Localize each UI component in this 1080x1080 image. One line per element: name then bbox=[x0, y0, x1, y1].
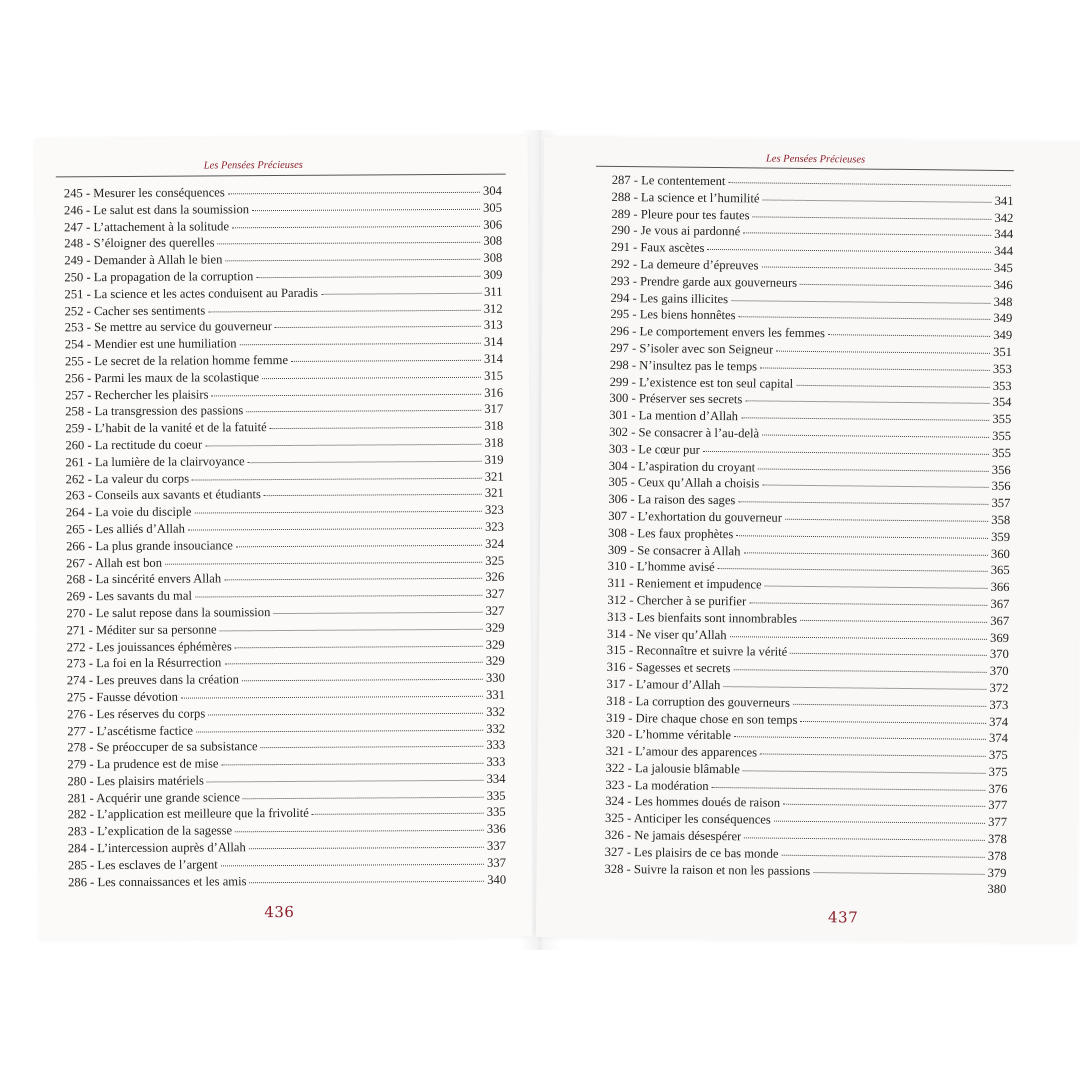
entry-title: 322 - La jalousie blâmable bbox=[605, 760, 740, 777]
entry-page-number: 335 bbox=[486, 805, 506, 820]
dot-leader bbox=[800, 283, 991, 287]
entry-page-number: 334 bbox=[486, 771, 506, 786]
entry-page-number: 369 bbox=[990, 630, 1010, 645]
entry-page-number: 356 bbox=[991, 479, 1011, 494]
entry-page-number: 372 bbox=[989, 680, 1009, 695]
entry-page-number: 326 bbox=[485, 569, 505, 585]
entry-page-number: 375 bbox=[988, 747, 1008, 763]
entry-title: 258 - La transgression des passions bbox=[65, 403, 244, 419]
entry-title: 286 - Les connaissances et les amis bbox=[68, 873, 247, 889]
entry-title: 252 - Cacher ses sentiments bbox=[64, 303, 206, 318]
entry-page-number: 378 bbox=[987, 831, 1007, 847]
entry-page-number: 329 bbox=[485, 653, 505, 669]
dot-leader bbox=[165, 560, 482, 564]
entry-title: 270 - Le salut repose dans la soumission bbox=[66, 605, 271, 621]
dot-leader bbox=[762, 484, 988, 488]
dot-leader bbox=[248, 460, 482, 463]
entry-title: 323 - La modération bbox=[605, 777, 709, 793]
entry-title: 303 - Le cœur pur bbox=[608, 441, 700, 457]
dot-leader bbox=[718, 567, 988, 572]
dot-leader bbox=[743, 769, 986, 774]
entry-page-number: 365 bbox=[990, 563, 1010, 578]
entry-page-number: 329 bbox=[485, 637, 505, 652]
entry-page-number: 336 bbox=[486, 821, 506, 837]
entry-title: 297 - S’isoler avec son Seigneur bbox=[609, 340, 774, 357]
entry-page-number: 376 bbox=[988, 781, 1008, 796]
entry-page-number: 375 bbox=[988, 764, 1008, 779]
dot-leader bbox=[743, 551, 988, 556]
entry-page-number: 331 bbox=[486, 687, 506, 702]
entry-title: 268 - La sincérité envers Allah bbox=[66, 571, 222, 587]
entry-title: 277 - L’ascétisme factice bbox=[67, 723, 193, 738]
dot-leader bbox=[232, 224, 480, 228]
dot-leader bbox=[256, 275, 480, 278]
dot-leader bbox=[761, 265, 991, 269]
dot-leader bbox=[208, 711, 483, 715]
dot-leader bbox=[813, 871, 984, 875]
entry-title: 251 - La science et les actes conduisent au Paradis bbox=[64, 285, 319, 302]
dot-leader bbox=[212, 392, 482, 396]
dot-leader bbox=[712, 786, 986, 791]
entry-title: 281 - Acquérir une grande science bbox=[67, 789, 241, 806]
entry-title: 249 - Demander à Allah le bien bbox=[64, 252, 223, 268]
entry-page-number: 355 bbox=[992, 412, 1012, 427]
entry-title: 318 - La corruption des gouverneurs bbox=[606, 693, 790, 710]
entry-title: 304 - L’aspiration du croyant bbox=[608, 458, 756, 474]
dot-leader bbox=[728, 181, 1010, 186]
entry-title: 257 - Rechercher les plaisirs bbox=[65, 387, 209, 402]
entry-page-number: 308 bbox=[483, 250, 503, 265]
table-of-contents bbox=[604, 172, 1014, 898]
entry-page-number: 313 bbox=[483, 318, 503, 333]
entry-title: 254 - Mendier est une humiliation bbox=[64, 336, 237, 352]
entry-title: 248 - S’éloigner des querelles bbox=[64, 235, 215, 251]
dot-leader bbox=[753, 215, 992, 220]
dot-leader bbox=[205, 443, 481, 447]
entry-title: 328 - Suivre la raison et non les passions bbox=[604, 861, 811, 878]
entry-title: 320 - L’homme véritable bbox=[605, 727, 732, 743]
dot-leader bbox=[741, 416, 989, 421]
dot-leader bbox=[291, 359, 481, 362]
dot-leader bbox=[261, 745, 484, 748]
dot-leader bbox=[774, 820, 985, 824]
entry-page-number: 353 bbox=[992, 378, 1012, 393]
entry-page-number: 355 bbox=[991, 445, 1011, 460]
entry-page-number: 335 bbox=[486, 788, 506, 803]
entry-title: 279 - La prudence est de mise bbox=[67, 756, 219, 772]
entry-title: 327 - Les plaisirs de ce bas monde bbox=[604, 844, 779, 861]
left-page bbox=[36, 137, 533, 940]
entry-title: 265 - Les alliés d’Allah bbox=[65, 521, 185, 537]
entry-page-number: 332 bbox=[486, 704, 506, 719]
entry-page-number: 315 bbox=[484, 368, 504, 383]
entry-title: 305 - Ceux qu’Allah a choisis bbox=[608, 475, 760, 491]
dot-leader bbox=[744, 836, 985, 841]
entry-title: 264 - La voie du disciple bbox=[65, 504, 192, 520]
entry-page-number: 358 bbox=[991, 512, 1011, 528]
entry-page-number: 337 bbox=[486, 838, 506, 853]
entry-title: 298 - N’insultez pas le temps bbox=[609, 357, 758, 374]
dot-leader bbox=[758, 467, 989, 471]
entry-page-number: 373 bbox=[989, 697, 1009, 712]
entry-page-number: 367 bbox=[990, 613, 1010, 628]
entry-page-number: 357 bbox=[991, 496, 1011, 511]
entry-title: 314 - Ne viser qu’Allah bbox=[606, 626, 727, 642]
entry-page-number: 318 bbox=[484, 418, 504, 433]
entry-page-number: 323 bbox=[484, 502, 504, 517]
dot-leader bbox=[195, 594, 483, 598]
dot-leader bbox=[730, 635, 987, 640]
dot-leader bbox=[240, 342, 481, 345]
entry-page-number: 314 bbox=[483, 334, 503, 349]
entry-title: 288 - La science et l’humilité bbox=[611, 189, 760, 206]
entry-title: 255 - Le secret de la relation homme femme bbox=[64, 352, 289, 369]
entry-page-number: 355 bbox=[992, 428, 1012, 444]
entry-page-number: 342 bbox=[994, 210, 1014, 225]
dot-leader bbox=[762, 433, 989, 437]
entry-page-number: 316 bbox=[484, 385, 504, 400]
entry-page-number: 378 bbox=[987, 848, 1007, 863]
dot-leader bbox=[236, 544, 482, 548]
entry-title: 325 - Anticiper les conséquences bbox=[605, 811, 771, 827]
entry-page-number: 317 bbox=[484, 402, 504, 417]
header-rule bbox=[596, 166, 1014, 171]
running-head: Les Pensées Précieuses bbox=[203, 159, 303, 172]
dot-leader bbox=[275, 325, 481, 328]
entry-title: 278 - Se préoccuper de sa subsistance bbox=[67, 739, 258, 755]
entry-title: 256 - Parmi les maux de la scolastique bbox=[64, 369, 260, 386]
entry-title: 245 - Mesurer les conséquences bbox=[63, 185, 225, 201]
entry-page-number: 324 bbox=[485, 536, 505, 551]
dot-leader bbox=[703, 450, 989, 455]
dot-leader bbox=[242, 678, 483, 681]
right-page bbox=[536, 137, 1080, 943]
dot-leader bbox=[785, 518, 988, 522]
entry-page-number: 330 bbox=[485, 670, 505, 685]
dot-leader bbox=[736, 534, 988, 539]
entry-page-number: 345 bbox=[993, 260, 1013, 276]
entry-page-number: 340 bbox=[487, 872, 507, 887]
dot-leader bbox=[220, 628, 483, 632]
entry-title: 315 - Reconnaître et suivre la vérité bbox=[606, 643, 788, 660]
dot-leader bbox=[800, 619, 987, 623]
entry-page-number: 377 bbox=[988, 798, 1008, 813]
entry-title: 259 - L’habit de la vanité et de la fatuité bbox=[65, 420, 267, 436]
entry-page-number: 341 bbox=[994, 193, 1014, 208]
entry-title: 299 - L’existence est ton seul capital bbox=[609, 374, 794, 391]
entry-title: 321 - L’amour des apparences bbox=[605, 743, 758, 760]
dot-leader bbox=[221, 863, 484, 867]
dot-leader bbox=[760, 366, 990, 370]
entry-page-number: 305 bbox=[483, 200, 503, 215]
entry-page-number: 344 bbox=[994, 244, 1014, 259]
entry-page-number: 379 bbox=[987, 865, 1007, 880]
entry-title: 250 - La propagation de la corruption bbox=[64, 269, 254, 285]
entry-title: 273 - La foi en la Résurrection bbox=[66, 655, 222, 671]
dot-leader bbox=[224, 577, 482, 581]
dot-leader bbox=[745, 400, 989, 405]
entry-page-number: 312 bbox=[483, 301, 503, 316]
entry-title: 290 - Je vous ai pardonné bbox=[611, 223, 741, 239]
entry-title: 266 - La plus grande insouciance bbox=[66, 538, 233, 554]
dot-leader bbox=[607, 886, 984, 891]
dot-leader bbox=[783, 803, 985, 807]
entry-page-number: 346 bbox=[993, 277, 1013, 292]
entry-page-number: 359 bbox=[991, 529, 1011, 544]
entry-title: 247 - L’attachement à la solitude bbox=[64, 218, 230, 234]
entry-page-number: 337 bbox=[487, 855, 507, 870]
dot-leader bbox=[252, 208, 480, 211]
dot-leader bbox=[800, 719, 986, 723]
entry-page-number: 327 bbox=[485, 586, 505, 601]
entry-page-number: 351 bbox=[993, 344, 1013, 360]
dot-leader bbox=[765, 585, 988, 589]
dot-leader bbox=[218, 241, 481, 245]
entry-title: 324 - Les hommes doués de raison bbox=[605, 794, 781, 811]
entry-title: 306 - La raison des sages bbox=[608, 492, 736, 508]
dot-leader bbox=[733, 668, 986, 673]
entry-title: 267 - Allah est bon bbox=[66, 555, 163, 570]
dot-leader bbox=[731, 299, 991, 304]
entry-page-number: 321 bbox=[484, 486, 504, 501]
dot-leader bbox=[743, 232, 991, 237]
dot-leader bbox=[776, 350, 990, 354]
entry-title: 269 - Les savants du mal bbox=[66, 588, 192, 604]
entry-page-number: 308 bbox=[483, 234, 503, 249]
entry-page-number: 333 bbox=[486, 737, 506, 753]
entry-page-number: 314 bbox=[483, 351, 503, 366]
entry-title: 319 - Dire chaque chose en son temps bbox=[606, 710, 798, 727]
entry-title: 280 - Les plaisirs matériels bbox=[67, 773, 204, 789]
dot-leader bbox=[249, 846, 484, 849]
entry-page-number: 318 bbox=[484, 435, 504, 450]
entry-page-number: 349 bbox=[993, 328, 1013, 343]
dot-leader bbox=[225, 258, 480, 262]
entry-title: 285 - Les esclaves de l’argent bbox=[67, 857, 218, 873]
dot-leader bbox=[181, 695, 483, 699]
entry-page-number: 367 bbox=[990, 596, 1010, 612]
entry-page-number: 329 bbox=[485, 620, 505, 635]
entry-title: 283 - L’explication de la sagesse bbox=[67, 823, 233, 839]
entry-page-number: 356 bbox=[991, 462, 1011, 477]
entry-title: 313 - Les bienfaits sont innombrables bbox=[607, 609, 798, 626]
entry-title: 301 - La mention d’Allah bbox=[609, 408, 739, 424]
entry-title: 307 - L’exhortation du gouverneur bbox=[608, 508, 783, 525]
entry-title: 309 - Se consacrer à Allah bbox=[607, 542, 741, 558]
dot-leader bbox=[228, 191, 480, 195]
dot-leader bbox=[221, 762, 483, 766]
dot-leader bbox=[738, 500, 988, 505]
dot-leader bbox=[235, 644, 483, 648]
entry-title: 287 - Le contentement bbox=[611, 172, 726, 189]
entry-title: 293 - Prendre garde aux gouverneurs bbox=[610, 273, 798, 290]
entry-page-number: 370 bbox=[989, 647, 1009, 662]
entry-title: 289 - Pleure pour tes fautes bbox=[611, 206, 750, 222]
dot-leader bbox=[194, 510, 482, 514]
dot-leader bbox=[196, 728, 483, 732]
entry-page-number: 327 bbox=[485, 603, 505, 618]
page-number: 437 bbox=[827, 908, 859, 927]
entry-title: 284 - L’intercession auprès d’Allah bbox=[67, 840, 246, 856]
entry-title: 317 - L’amour d’Allah bbox=[606, 676, 721, 692]
dot-leader bbox=[270, 426, 482, 429]
dot-leader bbox=[762, 198, 991, 202]
entry-page-number: 366 bbox=[990, 580, 1010, 595]
entry-page-number: 319 bbox=[484, 452, 504, 467]
entry-title: 272 - Les jouissances éphémères bbox=[66, 638, 232, 654]
entry-page-number: 353 bbox=[992, 361, 1012, 376]
entry-page-number: 374 bbox=[989, 714, 1009, 729]
dot-leader bbox=[192, 476, 482, 480]
entry-page-number: 344 bbox=[994, 227, 1014, 242]
dot-leader bbox=[243, 795, 484, 798]
entry-page-number: 374 bbox=[988, 731, 1009, 746]
dot-leader bbox=[782, 854, 985, 858]
entry-page-number: 332 bbox=[486, 721, 506, 736]
entry-page-number: 370 bbox=[989, 663, 1009, 679]
dot-leader bbox=[828, 333, 990, 337]
entry-title: 308 - Les faux prophètes bbox=[607, 525, 734, 541]
dot-leader bbox=[235, 829, 484, 833]
header-rule bbox=[56, 174, 506, 178]
dot-leader bbox=[262, 376, 481, 379]
entry-page-number: 348 bbox=[993, 294, 1013, 309]
entry-title: 263 - Conseils aux savants et étudiants bbox=[65, 487, 261, 503]
entry-title: 253 - Se mettre au service du gouverneur bbox=[64, 319, 273, 335]
running-head: Les Pensées Précieuses bbox=[765, 153, 866, 166]
dot-leader bbox=[246, 409, 481, 412]
dot-leader bbox=[264, 493, 482, 496]
dot-leader bbox=[749, 601, 987, 605]
entry-page-number: 377 bbox=[988, 815, 1008, 830]
dot-leader bbox=[707, 248, 991, 253]
entry-page-number: 309 bbox=[483, 267, 503, 282]
entry-title: 262 - La valeur du corps bbox=[65, 471, 190, 486]
toc-entry bbox=[68, 871, 506, 890]
entry-page-number: 323 bbox=[485, 519, 504, 534]
entry-page-number: 380 bbox=[987, 882, 1007, 897]
entry-page-number: 321 bbox=[484, 469, 504, 484]
entry-title: 295 - Les biens honnêtes bbox=[610, 307, 736, 323]
entry-title: 294 - Les gains illicites bbox=[610, 290, 729, 306]
dot-leader bbox=[249, 879, 484, 882]
entry-title: 246 - Le salut est dans la soumission bbox=[63, 202, 250, 218]
entry-title: 302 - Se consacrer à l’au-delà bbox=[609, 424, 760, 441]
entry-title: 275 - Fausse dévotion bbox=[66, 689, 178, 705]
entry-page-number: 333 bbox=[486, 754, 506, 769]
entry-page-number: 311 bbox=[484, 284, 503, 299]
entry-page-number: 306 bbox=[483, 217, 503, 232]
entry-title: 261 - La lumière de la clairvoyance bbox=[65, 453, 245, 470]
entry-title: 311 - Reniement et impudence bbox=[607, 576, 762, 592]
entry-title: 326 - Ne jamais désespérer bbox=[604, 827, 742, 844]
dot-leader bbox=[188, 527, 482, 531]
dot-leader bbox=[734, 736, 986, 741]
entry-page-number: 354 bbox=[992, 395, 1012, 410]
dot-leader bbox=[273, 611, 482, 614]
entry-page-number: 360 bbox=[990, 546, 1010, 561]
dot-leader bbox=[207, 779, 484, 783]
entry-title: 276 - Les réserves du corps bbox=[67, 706, 206, 722]
entry-page-number: 325 bbox=[485, 553, 505, 568]
dot-leader bbox=[723, 685, 986, 690]
entry-title: 292 - La demeure d’épreuves bbox=[610, 256, 759, 273]
entry-title: 282 - L’application est meilleure que la frivolité bbox=[67, 806, 309, 822]
entry-page-number: 304 bbox=[482, 183, 502, 198]
toc-trailing-row bbox=[604, 877, 1006, 898]
entry-title: 271 - Méditer sur sa personne bbox=[66, 622, 217, 638]
entry-page-number: 349 bbox=[993, 311, 1013, 326]
entry-title: 316 - Sagesses et secrets bbox=[606, 659, 731, 676]
entry-title: 296 - Le comportement envers les femmes bbox=[610, 324, 825, 341]
dot-leader bbox=[796, 383, 990, 387]
entry-title: 310 - L’homme avisé bbox=[607, 559, 715, 575]
dot-leader bbox=[793, 703, 987, 707]
dot-leader bbox=[790, 652, 987, 656]
dot-leader bbox=[760, 753, 986, 757]
dot-leader bbox=[312, 812, 484, 815]
entry-title: 260 - La rectitude du coeur bbox=[65, 437, 203, 453]
dot-leader bbox=[208, 308, 481, 312]
page-number: 436 bbox=[264, 902, 295, 922]
table-of-contents bbox=[64, 183, 506, 891]
entry-title: 300 - Préserver ses secrets bbox=[609, 391, 743, 407]
entry-title: 312 - Chercher à se purifier bbox=[607, 592, 747, 609]
entry-title: 291 - Faux ascètes bbox=[610, 240, 705, 256]
dot-leader bbox=[321, 292, 481, 295]
entry-title: 274 - Les preuves dans la création bbox=[66, 672, 239, 688]
dot-leader bbox=[224, 661, 483, 665]
dot-leader bbox=[739, 316, 991, 321]
